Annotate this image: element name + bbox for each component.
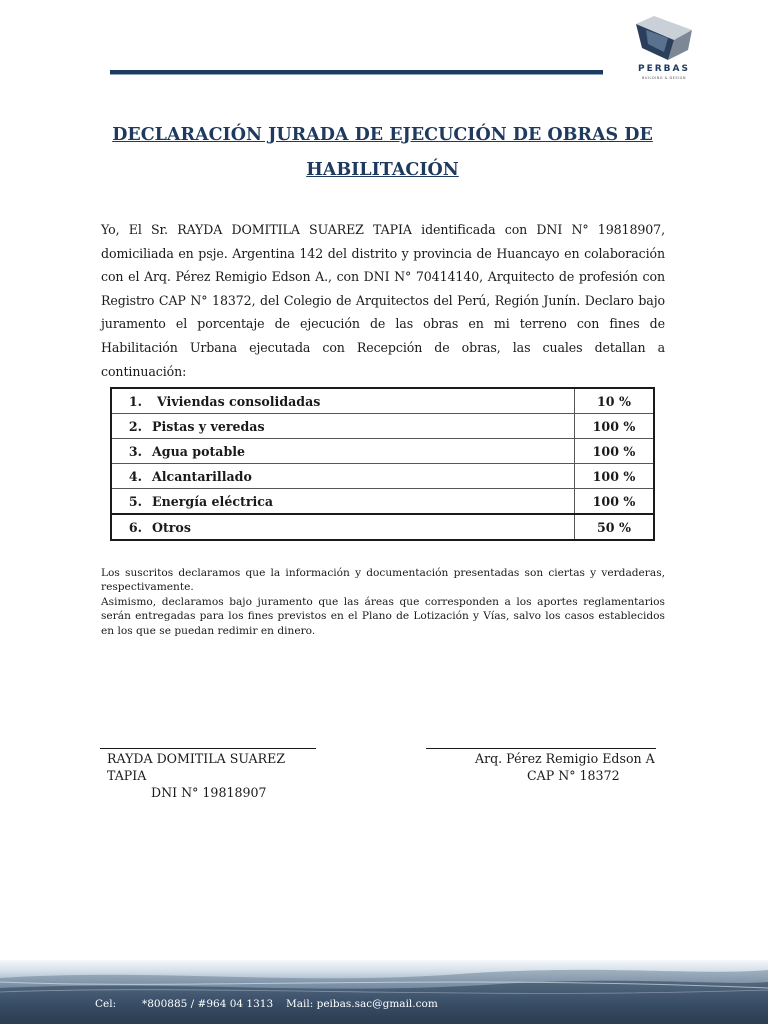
logo-name: PERBAS — [638, 64, 690, 74]
item-percent: 100 % — [575, 439, 655, 464]
work-item — [111, 388, 575, 414]
table-row — [111, 514, 654, 540]
declaration-statement — [101, 566, 665, 638]
item-percent: 100 % — [575, 489, 655, 515]
item-percent: 100 % — [575, 414, 655, 439]
work-item — [111, 439, 575, 464]
company-logo — [628, 14, 700, 78]
declaration-body: Yo, El Sr. RAYDA DOMITILA SUAREZ TAPIA identificada con DNI N° 19818907, domiciliada en psje. Argentina 142 del distrito y provincia de Huancayo en colaboración con el Arq. Pérez Remigio Edson A., con DNI N° 70414140, Arquitecto de profesión con Registro CAP N° 18372, del Colegio de Arquitectos del Perú, Región Junín. Declaro bajo juramento el porcentaje de ejecución de las obras en mi terreno con fines de Habilitación Urbana ejecutada con Recepción de obras, las cuales detallan a continuación: — [101, 222, 665, 379]
item-percent: 10 % — [575, 388, 655, 414]
item-label: Otros — [152, 519, 191, 535]
logo-mark-icon — [628, 14, 700, 64]
title-line-2: HABILITACIÓN — [306, 160, 459, 180]
footer-wave-graphic — [0, 960, 768, 1024]
work-item — [111, 489, 575, 515]
owner-id: DNI N° 19818907 — [151, 785, 267, 800]
item-number: 1. — [128, 393, 142, 409]
footer-band — [0, 960, 768, 1024]
footer-phone-label: Cel: — [95, 998, 117, 1010]
declaration-paragraph-1: Los suscritos declaramos que la información y documentación presentadas son ciertas y verdaderas, respectivamente. — [101, 567, 665, 594]
header-rule — [110, 70, 603, 75]
declaration-paragraph-2: Asimismo, declaramos bajo juramento que las áreas que corresponden a los aportes reglamentarios serán entregadas para los fines previstos en el Plano de Lotización y Vías, salvo los casos establecidos en los que se puedan redimir en dinero. — [101, 595, 665, 637]
table-row — [111, 388, 654, 414]
item-label: Agua potable — [152, 443, 246, 459]
footer-phone: *800885 / #964 04 1313 — [142, 998, 274, 1010]
owner-name: RAYDA DOMITILA SUAREZ TAPIA — [107, 751, 286, 783]
work-item — [111, 514, 575, 540]
work-item — [111, 414, 575, 439]
architect-name: Arq. Pérez Remigio Edson A — [475, 751, 655, 766]
item-number: 5. — [128, 493, 142, 509]
works-table — [110, 387, 655, 541]
item-label: Viviendas consolidadas — [157, 393, 321, 409]
table-row — [111, 464, 654, 489]
item-label: Energía eléctrica — [152, 493, 274, 509]
work-item — [111, 464, 575, 489]
item-number: 6. — [128, 519, 142, 535]
title-line-1: DECLARACIÓN JURADA DE EJECUCIÓN DE OBRAS DE — [112, 125, 653, 145]
item-number: 3. — [128, 443, 142, 459]
footer-mail: Mail: peibas.sac@gmail.com — [286, 998, 438, 1010]
item-percent: 50 % — [575, 514, 655, 540]
architect-signature-block — [426, 748, 656, 784]
item-percent: 100 % — [575, 464, 655, 489]
owner-signature-block — [100, 748, 316, 801]
item-number: 2. — [128, 418, 142, 434]
architect-id: CAP N° 18372 — [527, 768, 620, 783]
table-row — [111, 489, 654, 515]
document-title — [100, 118, 665, 188]
logo-tagline: BUILDING & DESIGN — [642, 76, 686, 80]
item-label: Alcantarillado — [152, 468, 252, 484]
table-row — [111, 414, 654, 439]
item-label: Pistas y veredas — [152, 418, 265, 434]
item-number: 4. — [128, 468, 142, 484]
table-row — [111, 439, 654, 464]
